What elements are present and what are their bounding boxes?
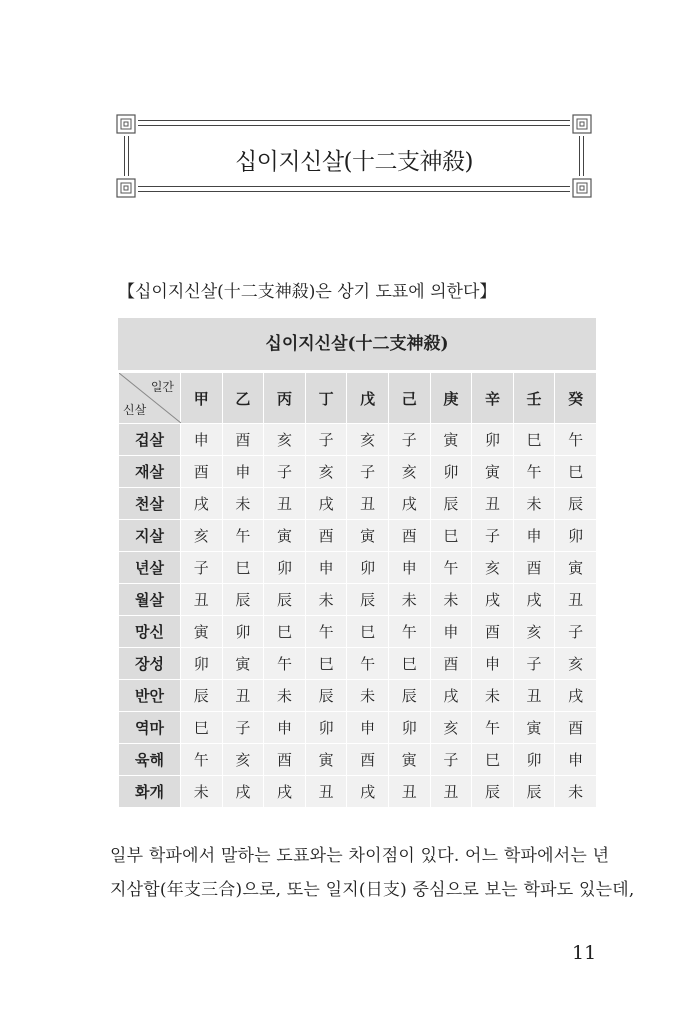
table-cell: 子	[388, 424, 430, 456]
frame-line	[138, 120, 570, 121]
table-cell: 丑	[305, 776, 347, 808]
row-label: 지살	[119, 520, 181, 552]
table-cell: 卯	[222, 616, 264, 648]
table-cell: 辰	[222, 584, 264, 616]
table-cell: 亥	[513, 616, 555, 648]
row-label: 천살	[119, 488, 181, 520]
table-cell: 巳	[222, 552, 264, 584]
table-cell: 亥	[181, 520, 223, 552]
table-cell: 卯	[305, 712, 347, 744]
table-cell: 未	[472, 680, 514, 712]
table-grid	[118, 372, 597, 808]
intro-text: 【십이지신살(十二支神殺)은 상기 도표에 의한다】	[118, 282, 497, 302]
table-cell: 未	[555, 776, 597, 808]
table-cell: 丑	[347, 488, 389, 520]
body-paragraph-line: 일부 학파에서 말하는 도표와는 차이점이 있다. 어느 학파에서는 년	[110, 846, 610, 866]
column-header: 庚	[430, 373, 472, 424]
table-cell: 辰	[555, 488, 597, 520]
ornament-corner-icon	[572, 178, 592, 198]
column-header: 壬	[513, 373, 555, 424]
chapter-title: 십이지신살(十二支神殺)	[234, 149, 474, 175]
table-cell: 辰	[181, 680, 223, 712]
table-cell: 午	[430, 552, 472, 584]
frame-line	[138, 191, 570, 192]
table-cell: 子	[347, 456, 389, 488]
frame-line	[138, 186, 570, 187]
table-cell: 未	[264, 680, 306, 712]
table-cell: 辰	[430, 488, 472, 520]
ornament-corner-icon	[116, 114, 136, 134]
column-header: 乙	[222, 373, 264, 424]
table-cell: 子	[513, 648, 555, 680]
table-cell: 戌	[472, 584, 514, 616]
table-cell: 寅	[388, 744, 430, 776]
table-cell: 巳	[347, 616, 389, 648]
table-cell: 未	[305, 584, 347, 616]
table-cell: 寅	[181, 616, 223, 648]
table-cell: 寅	[264, 520, 306, 552]
table-row	[119, 552, 597, 584]
table-cell: 丑	[472, 488, 514, 520]
table-cell: 巳	[513, 424, 555, 456]
table-cell: 卯	[347, 552, 389, 584]
table-cell: 戌	[305, 488, 347, 520]
column-header: 己	[388, 373, 430, 424]
row-label: 재살	[119, 456, 181, 488]
table-cell: 戌	[181, 488, 223, 520]
table-cell: 午	[222, 520, 264, 552]
table-cell: 辰	[388, 680, 430, 712]
column-header: 丁	[305, 373, 347, 424]
table-cell: 巳	[472, 744, 514, 776]
table-row	[119, 424, 597, 456]
table-cell: 申	[305, 552, 347, 584]
column-header: 丙	[264, 373, 306, 424]
table-header-row	[119, 373, 597, 424]
table-cell: 未	[347, 680, 389, 712]
table-cell: 巳	[430, 520, 472, 552]
table-cell: 亥	[430, 712, 472, 744]
table-cell: 寅	[222, 648, 264, 680]
table-cell: 辰	[347, 584, 389, 616]
table-cell: 丑	[430, 776, 472, 808]
table-row	[119, 712, 597, 744]
table-cell: 戌	[264, 776, 306, 808]
table-cell: 戌	[513, 584, 555, 616]
table-cell: 子	[222, 712, 264, 744]
body-paragraph-line: 지삼합(年支三合)으로, 또는 일지(日支) 중심으로 보는 학파도 있는데,	[110, 880, 635, 900]
table-cell: 午	[264, 648, 306, 680]
table-cell: 申	[513, 520, 555, 552]
table-cell: 丑	[222, 680, 264, 712]
table-cell: 子	[472, 520, 514, 552]
row-label: 년살	[119, 552, 181, 584]
table-cell: 巳	[388, 648, 430, 680]
table-cell: 寅	[347, 520, 389, 552]
table-cell: 卯	[388, 712, 430, 744]
table-cell: 子	[430, 744, 472, 776]
table-cell: 酉	[472, 616, 514, 648]
row-label: 반안	[119, 680, 181, 712]
table-row	[119, 648, 597, 680]
column-header: 戊	[347, 373, 389, 424]
table-cell: 丑	[555, 584, 597, 616]
table-cell: 亥	[555, 648, 597, 680]
table-cell: 未	[181, 776, 223, 808]
table-cell: 酉	[347, 744, 389, 776]
table-cell: 巳	[555, 456, 597, 488]
table-cell: 午	[347, 648, 389, 680]
table-row	[119, 776, 597, 808]
table-cell: 申	[222, 456, 264, 488]
table-cell: 子	[305, 424, 347, 456]
table-cell: 卯	[513, 744, 555, 776]
table-cell: 辰	[472, 776, 514, 808]
table-cell: 午	[181, 744, 223, 776]
table-row	[119, 520, 597, 552]
row-label: 겁살	[119, 424, 181, 456]
table-cell: 酉	[555, 712, 597, 744]
row-label: 월살	[119, 584, 181, 616]
table-cell: 申	[347, 712, 389, 744]
table-cell: 午	[388, 616, 430, 648]
table-cell: 卯	[555, 520, 597, 552]
table-cell: 卯	[181, 648, 223, 680]
table-cell: 寅	[430, 424, 472, 456]
table-cell: 戌	[555, 680, 597, 712]
table-cell: 亥	[472, 552, 514, 584]
frame-line	[138, 125, 570, 126]
table-cell: 申	[472, 648, 514, 680]
table-cell: 丑	[513, 680, 555, 712]
page-number: 11	[572, 942, 597, 964]
table-cell: 申	[388, 552, 430, 584]
row-label: 화개	[119, 776, 181, 808]
table-cell: 亥	[305, 456, 347, 488]
table-cell: 未	[388, 584, 430, 616]
table-cell: 酉	[264, 744, 306, 776]
table-cell: 午	[513, 456, 555, 488]
table-cell: 亥	[388, 456, 430, 488]
table-cell: 酉	[222, 424, 264, 456]
column-header: 癸	[555, 373, 597, 424]
table-cell: 寅	[305, 744, 347, 776]
table-cell: 辰	[264, 584, 306, 616]
table-cell: 寅	[472, 456, 514, 488]
table-cell: 午	[555, 424, 597, 456]
table-cell: 戌	[388, 488, 430, 520]
table-cell: 辰	[305, 680, 347, 712]
table-cell: 卯	[264, 552, 306, 584]
table-cell: 丑	[388, 776, 430, 808]
row-label: 망신	[119, 616, 181, 648]
table-cell: 寅	[555, 552, 597, 584]
table-cell: 卯	[430, 456, 472, 488]
table-cell: 申	[430, 616, 472, 648]
row-label: 육해	[119, 744, 181, 776]
column-header: 辛	[472, 373, 514, 424]
table-row	[119, 488, 597, 520]
table-cell: 亥	[347, 424, 389, 456]
table-cell: 丑	[181, 584, 223, 616]
table-cell: 未	[222, 488, 264, 520]
table-cell: 未	[513, 488, 555, 520]
table-row	[119, 584, 597, 616]
table-corner-cell	[119, 373, 181, 424]
table-row	[119, 456, 597, 488]
table-cell: 巳	[181, 712, 223, 744]
corner-label-sinsal: 신살	[123, 403, 147, 417]
column-header: 甲	[181, 373, 223, 424]
table-cell: 子	[264, 456, 306, 488]
table-cell: 申	[264, 712, 306, 744]
table-cell: 未	[430, 584, 472, 616]
table-row	[119, 744, 597, 776]
table-cell: 酉	[430, 648, 472, 680]
table-cell: 巳	[305, 648, 347, 680]
table-cell: 戌	[430, 680, 472, 712]
table-cell: 子	[555, 616, 597, 648]
table-row	[119, 680, 597, 712]
table-cell: 酉	[181, 456, 223, 488]
table-cell: 子	[181, 552, 223, 584]
table-cell: 戌	[347, 776, 389, 808]
chapter-title-box	[116, 114, 592, 198]
table-cell: 丑	[264, 488, 306, 520]
table-cell: 酉	[513, 552, 555, 584]
ornament-corner-icon	[572, 114, 592, 134]
table-cell: 午	[305, 616, 347, 648]
table-cell: 卯	[472, 424, 514, 456]
row-label: 장성	[119, 648, 181, 680]
table-cell: 申	[555, 744, 597, 776]
table-cell: 亥	[264, 424, 306, 456]
table-cell: 酉	[305, 520, 347, 552]
table-row	[119, 616, 597, 648]
table-cell: 午	[472, 712, 514, 744]
table-cell: 亥	[222, 744, 264, 776]
table-cell: 辰	[513, 776, 555, 808]
table-cell: 戌	[222, 776, 264, 808]
shinsal-table	[118, 318, 596, 808]
row-label: 역마	[119, 712, 181, 744]
table-cell: 申	[181, 424, 223, 456]
table-cell: 酉	[388, 520, 430, 552]
corner-label-ilgan: 일간	[150, 380, 174, 394]
table-title: 십이지신살(十二支神殺)	[118, 318, 596, 372]
ornament-corner-icon	[116, 178, 136, 198]
table-cell: 巳	[264, 616, 306, 648]
table-cell: 寅	[513, 712, 555, 744]
